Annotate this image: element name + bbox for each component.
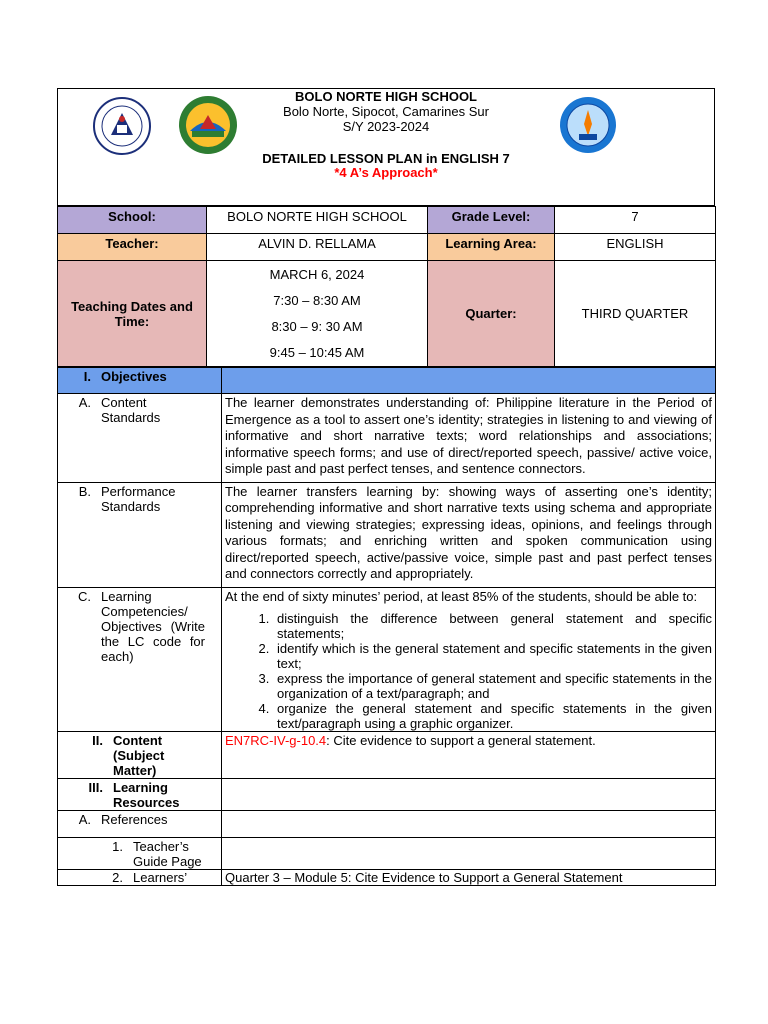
item-letter: A. [78,811,91,827]
objectives-heading [58,368,222,394]
quarter-label: Quarter: [428,261,555,367]
teachers-guide-label: Teacher’s Guide Page [133,838,202,869]
resources-value [222,778,716,810]
content-cell [222,731,716,778]
lesson-plan-title: DETAILED LESSON PLAN in ENGLISH 7 [262,151,510,166]
section-label: Objectives [101,369,167,384]
performance-standards-row [58,482,716,587]
dates-cell [207,261,428,367]
school-row [58,207,716,234]
teacher-value: ALVIN D. RELLAMA [207,234,428,261]
references-row [58,810,716,837]
time-slot: 7:30 – 8:30 AM [273,292,361,308]
performance-standards-label-cell [58,482,222,587]
content-label: Content (Subject Matter) [113,732,165,778]
teacher-row [58,234,716,261]
references-label-cell [58,810,222,837]
lc-code: EN7RC-IV-g-10.4 [225,732,327,748]
references-value [222,810,716,837]
resources-row [58,778,716,810]
competencies-list [225,611,712,731]
item-number: 2. [112,869,123,885]
area-label: Learning Area: [428,234,555,261]
competencies-intro: At the end of sixty minutes’ period, at least 85% of the students, should be able to: [225,588,698,604]
learners-row [58,869,716,885]
school-value: BOLO NORTE HIGH SCHOOL [207,207,428,234]
learners-label: Learners’ [133,869,188,885]
school-name: BOLO NORTE HIGH SCHOOL [295,89,477,104]
content-label-cell [58,731,222,778]
competencies-label: Learning Competencies/ Objectives (Write the LC code for each) [101,588,205,664]
teachers-guide-row [58,837,716,869]
objectives-header-row [58,368,716,394]
time-slot: 8:30 – 9: 30 AM [271,318,363,334]
section-number: II. [92,732,103,748]
item-letter: C. [78,588,91,604]
learners-value: Quarter 3 – Module 5: Cite Evidence to Support a General Statement [222,869,716,885]
area-value: ENGLISH [555,234,716,261]
teacher-label: Teacher: [58,234,207,261]
school-address: Bolo Norte, Sipocot, Camarines Sur [283,104,489,119]
school-year: S/Y 2023-2024 [342,119,430,134]
dates-label: Teaching Dates and Time: [58,261,207,367]
lesson-plan-page [57,88,715,886]
performance-standards-label: Performance Standards [101,483,176,514]
competencies-cell [222,587,716,731]
header-box [57,88,715,206]
grade-value: 7 [555,207,716,234]
teaching-date: MARCH 6, 2024 [269,266,365,282]
content-standards-label-cell [58,394,222,483]
learners-label-cell [58,869,222,885]
list-item: 1. distinguish the difference between general statement and specific statements; [273,611,712,641]
quarter-value: THIRD QUARTER [555,261,716,367]
content-standards-text: The learner demonstrates understanding of: Philippine literature in the Period of Emergence as a tool to assert one’s identity; strategies in listening to and viewing of informative and short narrative texts; word relationships and associations; informative speech forms; and use of direct/reported speech, passive/ active voice, simple past and past perfect tenses, and sentence connectors. [222,394,716,483]
content-standards-row [58,394,716,483]
item-letter: A. [78,395,91,410]
teachers-guide-value [222,837,716,869]
performance-standards-text: The learner transfers learning by: showing ways of asserting one’s identity; comprehending informative and short narrative texts using schema and appropriate listening and viewing strategies; expressing ideas, opinions, and feelings through various formats; and enriching written and spoken communication using direct/reported speech, active/passive voice, simple past and past perfect tenses and connectors correctly and appropriately. [222,482,716,587]
section-number: III. [88,779,103,795]
lesson-plan-subtitle: *4 A’s Approach* [334,165,438,180]
lesson-body-table [57,367,716,886]
teachers-guide-label-cell [58,837,222,869]
list-item: 4. organize the general statement and specific statements in the given text/paragraph using a graphic organizer. [273,701,712,731]
grade-label: Grade Level: [428,207,555,234]
content-text: : Cite evidence to support a general statement. [326,732,596,748]
objectives-heading-fill [222,368,716,394]
content-row [58,731,716,778]
resources-label: Learning Resources [113,779,180,810]
list-item: 3. express the importance of general statement and specific statements in the organization of a text/paragraph; and [273,671,712,701]
competencies-row [58,587,716,731]
time-slot: 9:45 – 10:45 AM [269,344,365,360]
competencies-label-cell [58,587,222,731]
resources-label-cell [58,778,222,810]
section-number: I. [83,369,91,384]
item-number: 1. [112,838,123,854]
item-letter: B. [78,483,91,499]
content-standards-label: Content Standards [101,395,161,425]
list-item: 2. identify which is the general statement and specific statements in the given text; [273,641,712,671]
school-label: School: [58,207,207,234]
info-table [57,206,716,367]
references-label: References [101,811,168,827]
dates-row [58,261,716,367]
